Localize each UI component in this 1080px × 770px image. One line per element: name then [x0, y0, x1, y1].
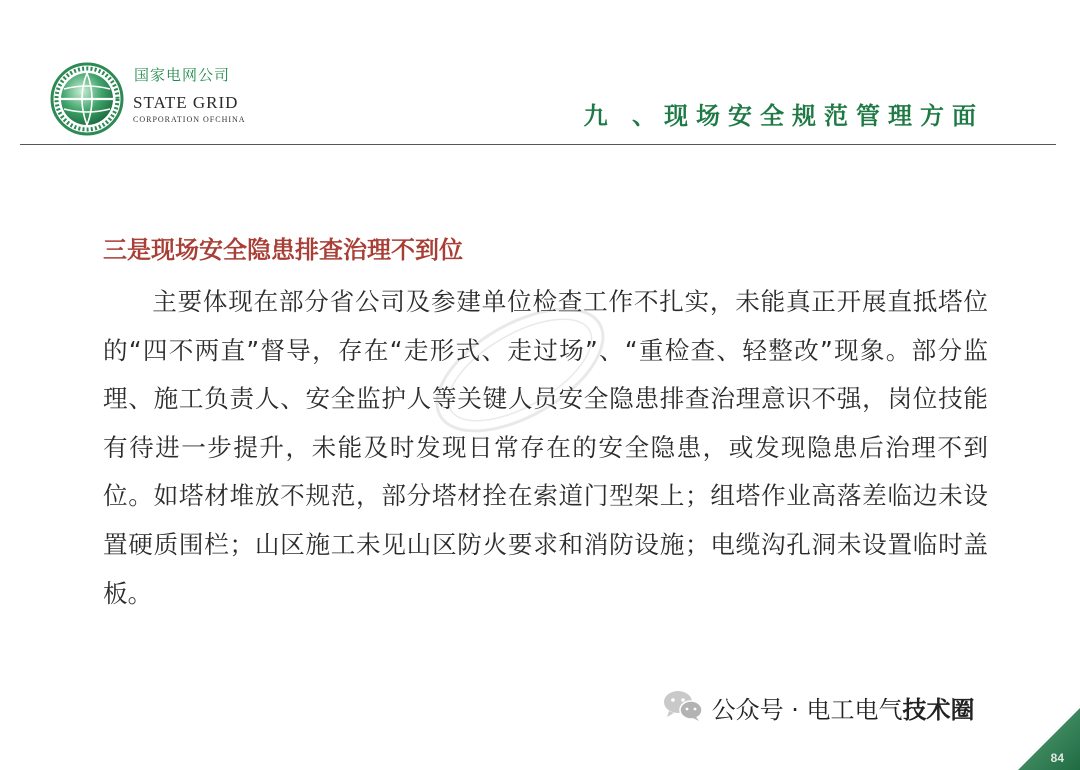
company-logo: [50, 62, 280, 134]
state-grid-globe-icon: [50, 62, 124, 136]
footer-brand-prefix: 公众号 · 电工电气: [711, 696, 903, 724]
wechat-icon: [662, 688, 704, 722]
company-name-en: STATE GRID: [133, 93, 239, 112]
page-number: 84: [1050, 751, 1064, 765]
company-name-cn: 国家电网公司: [134, 66, 231, 84]
header-divider: [20, 144, 1056, 145]
corner-decoration: [1018, 708, 1080, 770]
content-heading: 三是现场安全隐患排查治理不到位: [103, 236, 463, 264]
footer-brand-bold: 技术圈: [902, 696, 975, 724]
section-title: 九 、现场安全规范管理方面: [583, 102, 984, 130]
content-body: 主要体现在部分省公司及参建单位检查工作不扎实，未能真正开展直抵塔位的“四不两直”督导，存在“走形式、走过场”、“重检查、轻整改”现象。部分监理、施工负责人、安全监护人等关键人员安全隐患排查治理意识不强，岗位技能有待进一步提升，未能及时发现日常存在的安全隐患，或发现隐患后治理不到位。如塔材堆放不规范，部分塔材拴在索道门型架上；组塔作业高落差临边未设置硬质围栏；山区施工未见山区防火要求和消防设施；电缆沟孔洞未设置临时盖板。: [103, 287, 988, 608]
company-subtitle: CORPORATION OFCHINA: [133, 115, 246, 124]
footer-brand: [662, 690, 975, 730]
